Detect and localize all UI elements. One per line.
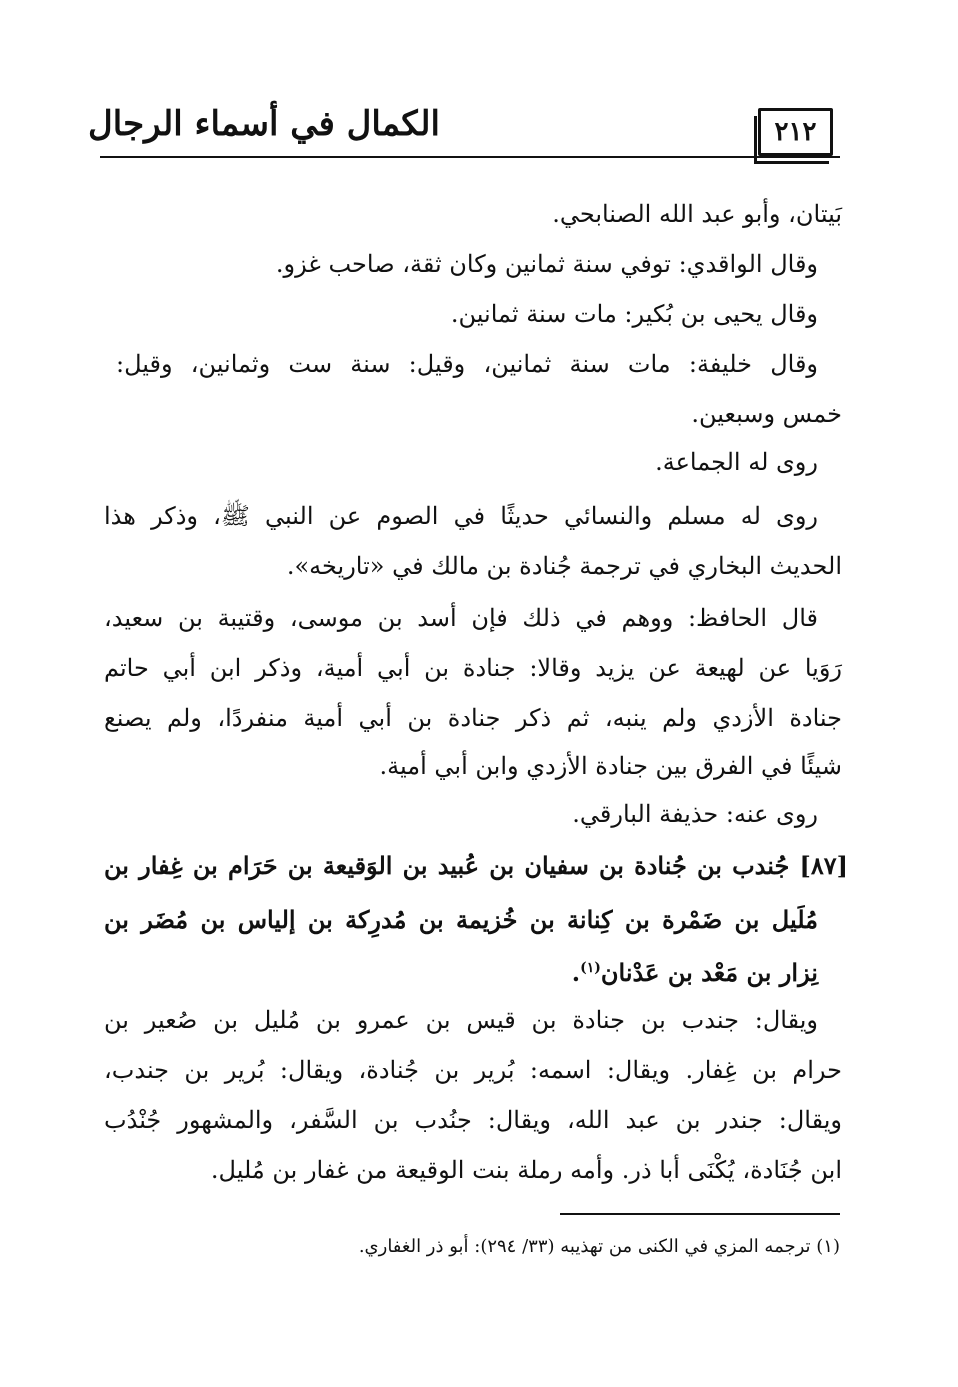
footnote-rule [560,1213,840,1215]
text-line: روى له الجماعة. [655,448,818,476]
footnote-reference: (١) [580,960,601,976]
text-line: شيئًا في الفرق بين جنادة الأزدي وابن أبي أمية. [379,752,842,780]
text-line: بَيتان، وأبو عبد الله الصنابحي. [552,200,842,228]
book-title: الكمال في أسماء الرجال [88,104,440,144]
text-line: ابن جُنَادة، يُكْنَى أبا ذر. وأمه رملة بنت الوقيعة من غفار بن مُليل. [210,1156,842,1184]
text-line: جنادة الأزدي ولم ينبه، ثم ذكر جنادة بن أبي أمية منفردًا، ولم يصنع [104,704,842,732]
page-number-box [758,108,833,156]
entry-heading-line: نِزار بن مَعْد بن عَدْنان$^{(١)}$. [571,958,818,987]
text-line: حرام بن غِفار. ويقال: اسمه: بُرير بن جُنادة، ويقال: بُرير بن جندب، [104,1056,842,1084]
header-rule [100,156,840,158]
text-line: الحديث البخاري في ترجمة جُنادة بن مالك في «تاريخه». [286,552,842,580]
page-number: ٢١٢ [774,117,817,147]
text-line: وقال يحيى بن بُكير: مات سنة ثمانين. [450,300,818,328]
entry-heading-line: [٨٧] جُندب بن جُنادة بن سفيان بن عُبيد بن الوَقيعة بن حَرَام بن غِفار بن [104,851,848,880]
text-line: روى له مسلم والنسائي حديثًا في الصوم عن النبي ﷺ، وذكر هذا [104,502,818,530]
text-line: قال الحافظ: ووهم في ذلك فإن أسد بن موسى، وقتيبة بن سعيد، [104,604,818,632]
footnote-text: (١) ترجمه المزي في الكنى من تهذيبه (٣٣/ ٢٩٤): أبو ذر الغفاري. [358,1236,840,1257]
text-line: ويقال: جندر بن عبد الله، ويقال: جنُدب بن السَّفر، والمشهور جُنْدُب [104,1106,842,1134]
text-line: رَوَيا عن لهيعة عن يزيد وقالا: جنادة بن أبي أمية، وذكر ابن أبي حاتم [104,654,842,682]
entry-heading-line: مُلَيل بن ضَمْرة بن كِنانة بن خُزيمة بن مُدرِكة بن إلياس بن مُضَر بن [104,905,818,934]
text-line: وقال الواقدي: توفي سنة ثمانين وكان ثقة، صاحب غزو. [275,250,818,278]
text-line: وقال خليفة: مات سنة ثمانين، وقيل: سنة ست وثمانين، وقيل: [116,350,818,378]
text-line: ويقال: جندب بن جنادة بن قيس بن عمرو بن مُليل بن صُعير بن [104,1006,818,1034]
text-line: خمس وسبعين. [691,400,842,428]
entry-heading-text: نِزار بن مَعْد بن عَدْنان [600,958,818,987]
text-line: روى عنه: حذيفة البارقي. [572,800,818,828]
